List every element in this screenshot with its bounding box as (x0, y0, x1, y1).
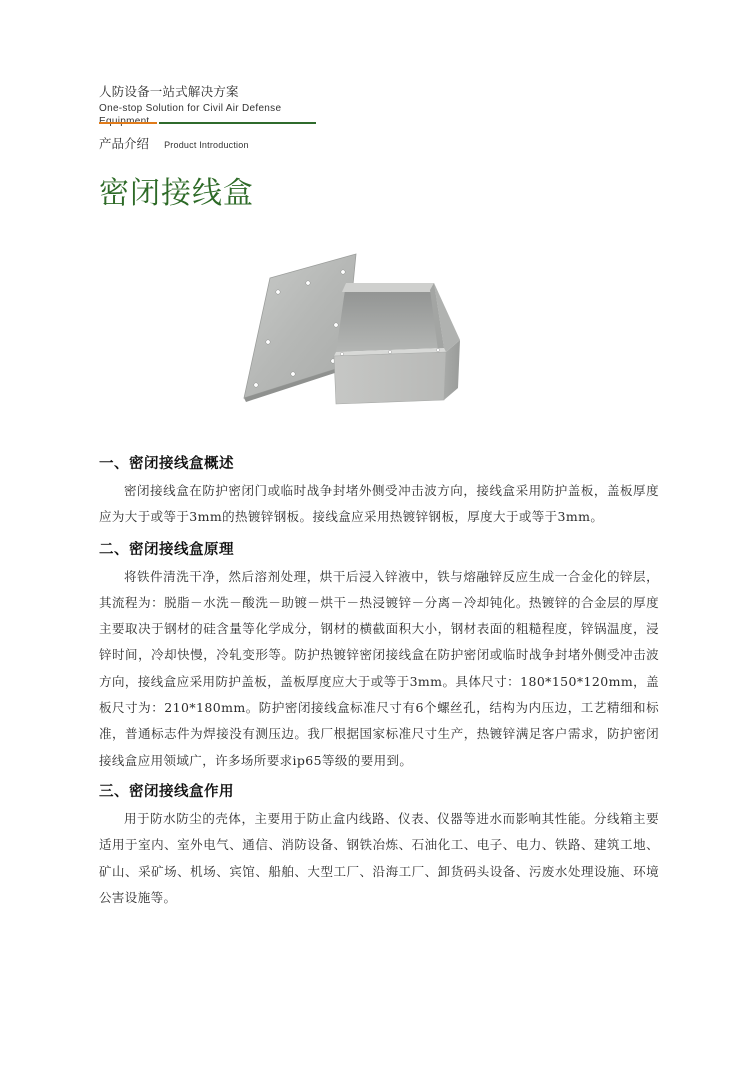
section-label-en: Product Introduction (164, 140, 249, 150)
section-label-cn: 产品介绍 (99, 136, 150, 151)
section-text-principle: 将铁件清洗干净，然后溶剂处理，烘干后浸入锌液中，铁与熔融锌反应生成一合金化的锌层，其流程为：脱脂－水洗－酸洗－助镀－烘干－热浸镀锌－分离－冷却钝化。热镀锌的合金层的厚度主要取决于钢材的硅含量等化学成分，钢材的横截面积大小，钢材表面的粗糙程度，锌锅温度，浸锌时间，冷却快慢，冷轧变形等。防护热镀锌密闭接线盒在防护密闭或临时战争封堵外侧受冲击波方向，接线盒应采用防护盖板，盖板厚度应大于或等于3mm。具体尺寸：180*150*120mm，盖板尺寸为：210*180mm。防护密闭接线盒标准尺寸有6个螺丝孔，结构为内压边，工艺精细和标准，普通标志件为焊接没有测压边。我厂根据国家标准尺寸生产，热镀锌满足客户需求，防护密闭接线盒应用领域广，许多场所要求ip65等级的要用到。 (99, 568, 659, 768)
section-heading-function: 三、密闭接线盒作用 (99, 783, 234, 800)
section-heading-overview: 一、密闭接线盒概述 (99, 456, 234, 472)
section-text-function: 用于防水防尘的壳体，主要用于防止盒内线路、仪表、仪器等进水而影响其性能。分线箱主要适用于室内、室外电气、通信、消防设备、钢铁冶炼、石油化工、电子、电力、铁路、建筑工地、矿山、采矿场、机场、宾馆、船舶、大型工厂、沿海工厂、卸货码头设备、污废水处理设施、环境公害设施等。 (99, 810, 659, 905)
product-photo-sealed-junction-box (238, 250, 470, 408)
section-text-overview: 密闭接线盒在防护密闭门或临时战争封堵外侧受冲击波方向，接线盒采用防护盖板，盖板厚度应为大于或等于3mm的热镀锌钢板。接线盒应采用热镀锌钢板，厚度大于或等于3mm。 (99, 483, 659, 525)
section-label (99, 133, 249, 152)
page-title: 密闭接线盒 (99, 176, 254, 211)
brand-tagline-en: One-stop Solution for Civil Air Defense (99, 103, 282, 114)
header-rule-green (159, 122, 316, 124)
brand-tagline-cn: 人防设备一站式解决方案 (99, 84, 239, 99)
section-overview (99, 450, 659, 531)
section-principle (99, 536, 659, 774)
section-function (99, 778, 659, 911)
article-body (99, 450, 659, 911)
section-heading-principle: 二、密闭接线盒原理 (99, 541, 234, 558)
header-rule-orange (99, 122, 157, 124)
